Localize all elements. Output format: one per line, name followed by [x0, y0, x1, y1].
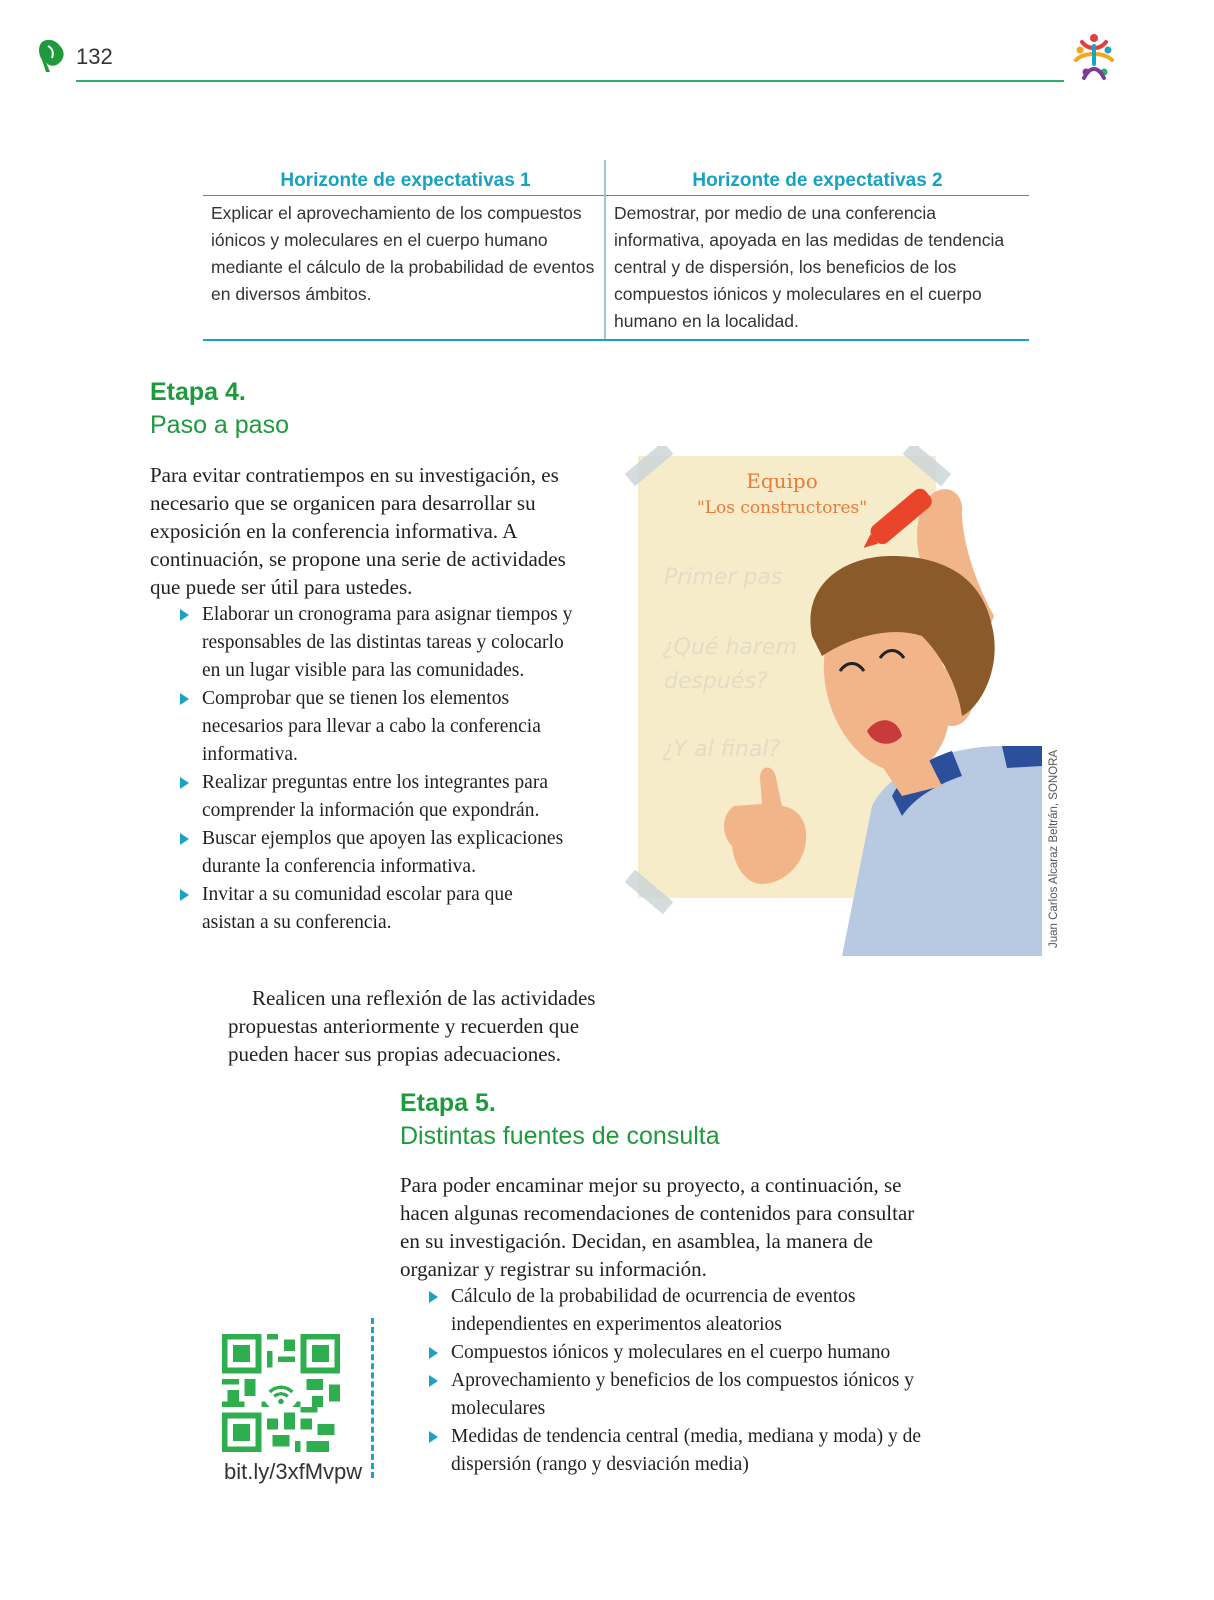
- stage5-subtitle: Distintas fuentes de consulta: [400, 1122, 720, 1150]
- list-item-text: Elaborar un cronograma para asignar tiempos y responsables de las distintas tareas y colocarlo en un lugar visible para las comunidades.: [202, 604, 573, 681]
- bullet-arrow-icon: [180, 889, 189, 901]
- list-item: [176, 601, 586, 685]
- list-item: [176, 825, 586, 881]
- page-number: 132: [76, 44, 113, 69]
- stage5-heading: [400, 1087, 720, 1153]
- qr-divider: [371, 1318, 374, 1478]
- stage4-reflection: Realicen una reflexión de las actividades propuestas anteriormente y recuerden que pueden hacer sus propias adecuaciones.: [228, 986, 596, 1066]
- poster-title: Equipo: [746, 469, 818, 493]
- qr-code-icon[interactable]: [222, 1334, 340, 1452]
- table-bottom-rule: [203, 339, 1029, 341]
- list-item: [176, 881, 532, 937]
- list-item-text: Realizar preguntas entre los integrantes para comprender la información que expondrán.: [202, 772, 548, 821]
- list-item: [425, 1367, 930, 1423]
- bullet-arrow-icon: [180, 693, 189, 705]
- bullet-arrow-icon: [429, 1375, 438, 1387]
- list-item: [176, 769, 586, 825]
- list-item: [425, 1339, 930, 1367]
- stage4-heading: [150, 376, 289, 442]
- bullet-arrow-icon: [180, 833, 189, 845]
- bullet-arrow-icon: [180, 609, 189, 621]
- list-item: [176, 685, 586, 769]
- list-item-text: Comprobar que se tienen los elementos necesarios para llevar a cabo la conferencia informativa.: [202, 688, 541, 765]
- table-column-1: [203, 160, 608, 308]
- dancing-figures-logo-icon: [1068, 30, 1120, 82]
- stage4-title: Etapa 4.: [150, 378, 246, 406]
- list-item-text: Cálculo de la probabilidad de ocurrencia de eventos independientes en experimentos aleatorios: [451, 1286, 856, 1335]
- list-item: [425, 1423, 931, 1479]
- stage5-title: Etapa 5.: [400, 1089, 496, 1117]
- stage4-bullet-list: [176, 601, 586, 937]
- illustration-credit: Juan Carlos Alcaraz Beltrán, SONORA: [1048, 749, 1060, 948]
- list-item-text: Compuestos iónicos y moleculares en el cuerpo humano: [451, 1342, 891, 1363]
- stage5-bullet-list: [425, 1283, 930, 1479]
- header-bar: [0, 0, 1214, 90]
- list-item-text: Buscar ejemplos que apoyen las explicaciones durante la conferencia informativa.: [202, 828, 564, 877]
- boy-writing-poster-illustration: [622, 446, 1042, 956]
- list-item-text: Medidas de tendencia central (media, mediana y moda) y de dispersión (rango y desviación media): [451, 1426, 921, 1475]
- stage4-intro: Para evitar contratiempos en su investigación, es necesario que se organicen para desarrollar su exposición en la conferencia informativa. A continuación, se propone una serie de actividades que puede ser útil para ustedes.: [150, 463, 566, 599]
- stage5-intro: Para poder encaminar mejor su proyecto, a continuación, se hacen algunas recomendaciones de contenidos para consultar en su investigación. Decidan, en asamblea, la manera de organizar y registrar su información.: [400, 1173, 915, 1281]
- poster-line-2: ¿Qué harem: [662, 635, 797, 660]
- stage4-subtitle: Paso a paso: [150, 411, 289, 439]
- table-cell-1: Explicar el aprovechamiento de los compuestos iónicos y moleculares en el cuerpo humano mediante el cálculo de la probabilidad de eventos en diversos ámbitos.: [211, 203, 595, 304]
- poster-line-4: ¿Y al final?: [662, 737, 781, 762]
- list-item-text: Invitar a su comunidad escolar para que asistan a su conferencia.: [202, 884, 513, 933]
- poster-subtitle: "Los constructores": [696, 498, 868, 518]
- poster-line-1: Primer pas: [664, 565, 783, 590]
- table-cell-2: Demostrar, por medio de una conferencia informativa, apoyada en las medidas de tendencia central y de dispersión, los beneficios de los compuestos iónicos y moleculares en el cuerpo humano en la localidad.: [614, 203, 1005, 331]
- list-item-text: Aprovechamiento y beneficios de los compuestos iónicos y moleculares: [451, 1370, 915, 1419]
- poster-line-3: después?: [664, 669, 768, 694]
- header-rule: [76, 80, 1064, 82]
- table-header-1: Horizonte de expectativas 1: [203, 160, 608, 196]
- table-column-2: [606, 160, 1029, 335]
- table-header-2: Horizonte de expectativas 2: [606, 160, 1029, 196]
- illustration-svg: [622, 446, 1042, 956]
- leaf-logo-icon: [38, 38, 68, 74]
- bullet-arrow-icon: [429, 1347, 438, 1359]
- qr-link-text[interactable]: bit.ly/3xfMvpw: [224, 1459, 363, 1484]
- bullet-arrow-icon: [429, 1431, 438, 1443]
- bullet-arrow-icon: [429, 1291, 438, 1303]
- bullet-arrow-icon: [180, 777, 189, 789]
- list-item: [425, 1283, 896, 1339]
